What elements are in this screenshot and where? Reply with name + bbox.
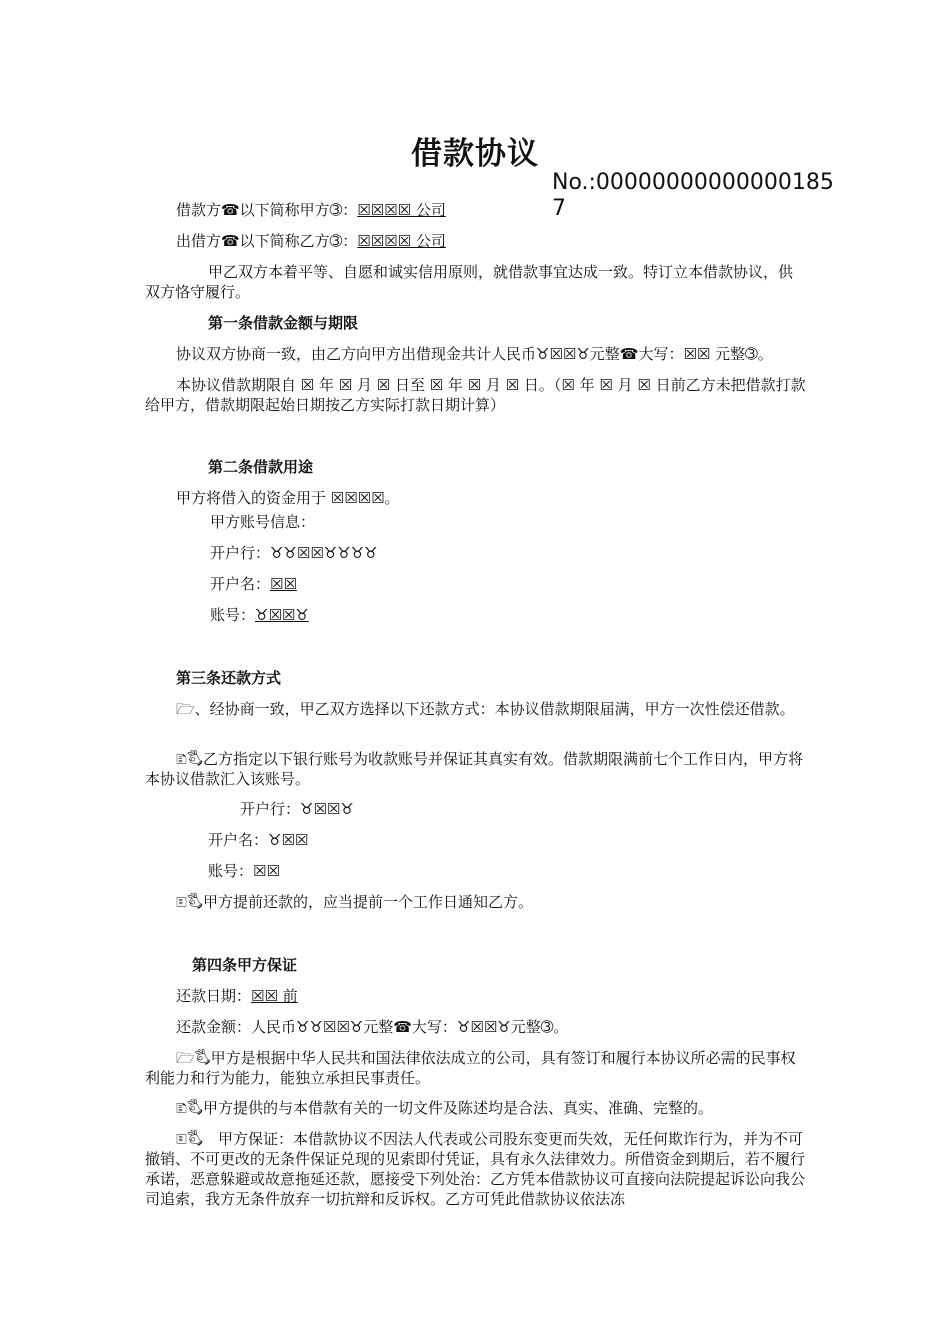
article3-prepay-paragraph: 🗉🖏甲方提前还款的，应当提前一个工作日通知乙方。 [176,893,534,911]
article2-bank-label: 开户行： [210,544,271,562]
article3-account-paragraph: 🗈🖏乙方指定以下银行账号为收款账号并保证其真实有效。借款期限满前七个工作日内，甲方将本协议借款汇入该账号。 [145,750,804,788]
borrower-line [176,200,446,220]
article2-name-line [210,574,297,594]
article4-guarantee-paragraph: 🗉🖏 甲方保证：本借款协议不因法人代表或公司股东变更而失效，无任何欺诈行为，并为不可撤销、不可更改的无条件保证兑现的见索即付凭证，具有永久法律效力。所借资金到期后，若不履行承诺，恶意躲避或故意拖延还款，愿接受下列处治：乙方凭本借款协议可直接向法院提起诉讼向我公司追索，我方无条件放弃一切抗辩和反诉权。乙方可凭此借款协议依法冻 [145,1130,806,1208]
article3-bank-label: 开户行： [240,800,301,818]
document-number: No.:000000000000001857 [552,170,834,221]
lender-label: 出借方☎以下简称乙方➂： [176,232,358,250]
article4-documents-paragraph: 🗈🖏甲方提供的与本借款有关的一切文件及陈述均是合法、真实、准确、完整的。 [176,1099,714,1117]
intro-paragraph: 甲乙双方本着平等、自愿和诚实信用原则，就借款事宜达成一致。特订立本借款协议，供双方恪守履行。 [145,263,794,301]
article3-account-label: 账号： [208,862,254,880]
article1-term-paragraph: 本协议借款期限自 ☒ 年 ☒ 月 ☒ 日至 ☒ 年 ☒ 月 ☒ 日。（☒ 年 ☒ 月 ☒ 日前乙方未把借款打款给甲方，借款期限起始日期按乙方实际打款日期计算） [145,376,806,414]
article2-bank-line [210,543,378,563]
article4-date-label: 还款日期： [176,987,252,1005]
article3-heading: 第三条还款方式 [176,669,282,687]
article3-account-value: ☒☒ [253,862,280,880]
article2-bank-value: ♉♉☒☒♉♉♉♉ [270,544,378,562]
document-title: 借款协议 [411,136,539,172]
article1-amount-paragraph: 协议双方协商一致，由乙方向甲方出借现金共计人民币♉☒☒♉元整☎大写：☒☒ 元整➂。 [176,345,773,363]
article4-legal-paragraph: 🗁🖏甲方是根据中华人民共和国法律依法成立的公司，具有签订和履行本协议所必需的民事权利能力和行为能力，能独立承担民事责任。 [145,1049,796,1087]
article2-heading: 第二条借款用途 [208,458,314,476]
article1-heading: 第一条借款金额与期限 [208,314,359,332]
article4-date-line [176,986,298,1006]
lender-value: ☒☒☒☒ 公司 [357,232,446,250]
article3-name-value: ♉☒☒ [268,831,309,849]
article3-account-line [208,861,280,881]
article4-amount-line: 还款金额：人民币♉♉☒☒♉元整☎大写：♉☒☒♉元整➂。 [176,1018,569,1036]
article4-date-value: ☒☒ 前 [251,987,298,1005]
article3-name-label: 开户名： [208,831,269,849]
article3-name-line [208,830,308,850]
lender-line [176,231,446,251]
article2-purpose: 甲方将借入的资金用于 ☒☒☒☒。 [176,489,400,507]
article2-account-label: 账号： [210,606,256,624]
article2-account-line [210,605,309,625]
borrower-label: 借款方☎以下简称甲方➂： [176,201,358,219]
article2-name-label: 开户名： [210,575,271,593]
article2-account-value: ♉☒☒♉ [255,606,309,624]
article3-bank-line [240,799,354,819]
article2-name-value: ☒☒ [270,575,297,593]
borrower-value: ☒☒☒☒ 公司 [357,201,446,219]
article4-heading: 第四条甲方保证 [192,956,298,974]
article3-bank-value: ♉☒☒♉ [300,800,354,818]
article3-method-paragraph: 🗁、经协商一致，甲乙双方选择以下还款方式：本协议借款期限届满，甲方一次性偿还借款。 [176,700,795,718]
article2-account-title: 甲方账号信息： [210,513,316,531]
